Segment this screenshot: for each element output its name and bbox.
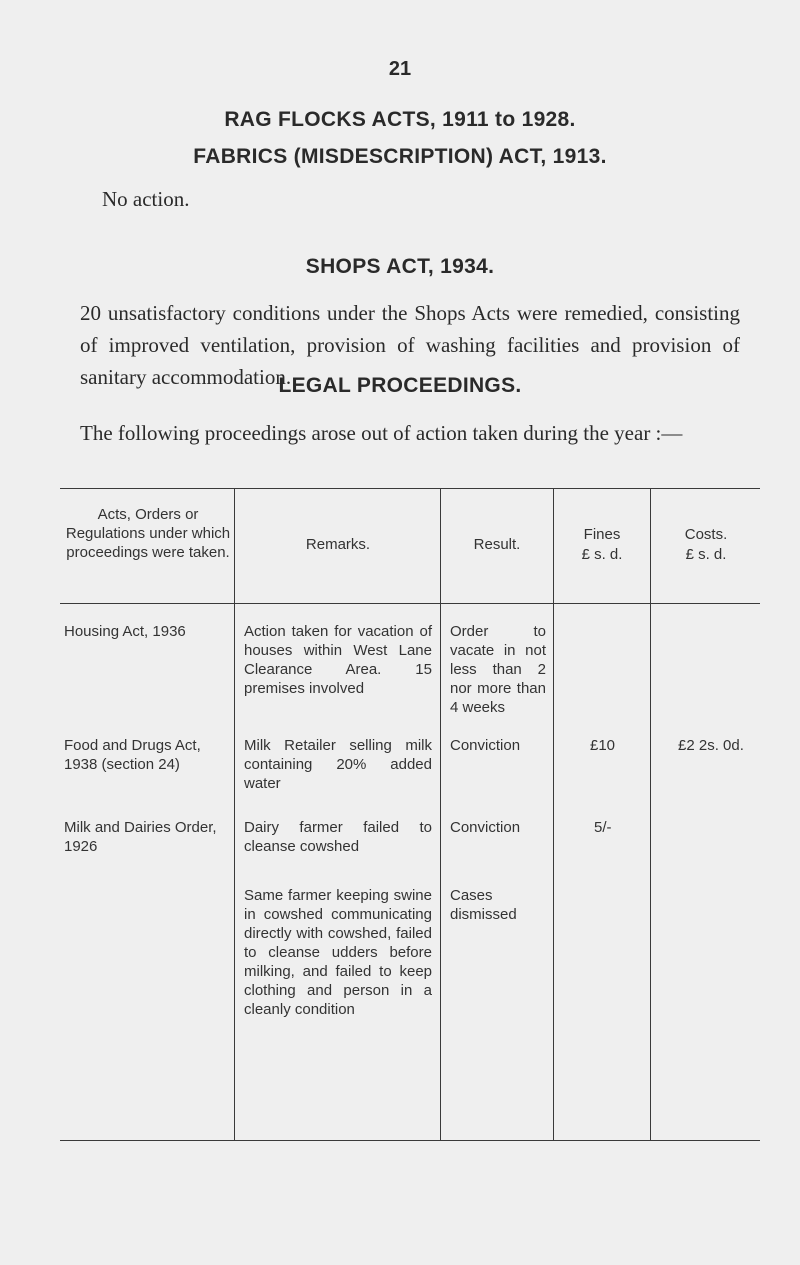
heading-legal-proceedings: LEGAL PROCEEDINGS. — [278, 374, 522, 397]
header-acts: Acts, Orders or Regulations under which proceedings were taken. — [65, 506, 231, 561]
table-row-4-remarks: Same farmer keeping swine in cowshed communicating directly with cowshed, failed to cleanse udders before milking, and failed to keep clothing and person in a cleanly condition — [244, 887, 432, 1018]
shops-paragraph: 20 unsatisfactory conditions under the Shops Acts were remedied, consisting of improved ventilation, provision of washing facilities and provision of sanitary accommodation. — [80, 301, 740, 389]
table-row-3-fines: 5/- — [594, 819, 612, 836]
column-divider — [553, 488, 554, 1140]
header-costs-units: £ s. d. — [685, 546, 727, 563]
table-header-rule — [60, 603, 760, 604]
table-row-2-fines: £10 — [590, 737, 616, 754]
table-row-3-remarks: Dairy farmer failed to cleanse cowshed — [244, 819, 432, 855]
heading-shops: SHOPS ACT, 1934. — [305, 255, 495, 278]
table-row-2-result: Conviction — [450, 737, 521, 754]
table-row-3-act: Milk and Dairies Order, 1926 — [64, 819, 217, 855]
header-remarks: Remarks. — [305, 536, 371, 553]
header-result: Result. — [473, 536, 521, 553]
table-row-1-remarks: Action taken for vacation of houses within West Lane Clearance Area. 15 premises involved — [244, 623, 432, 697]
table-bottom-rule — [60, 1140, 760, 1141]
heading-rag-flocks: RAG FLOCKS ACTS, 1911 to 1928. — [224, 108, 576, 131]
page-number: 21 — [388, 58, 412, 80]
table-row-1-act: Housing Act, 1936 — [64, 623, 186, 640]
table-row-4-result: Cases dismissed — [450, 887, 517, 923]
table-row-2-costs: £2 2s. 0d. — [678, 737, 744, 754]
heading-fabrics: FABRICS (MISDESCRIPTION) ACT, 1913. — [193, 145, 607, 168]
no-action-text: No action. — [102, 187, 190, 211]
legal-intro-paragraph: The following proceedings arose out of action taken during the year :— — [80, 421, 683, 445]
table-top-rule — [60, 488, 760, 489]
table-row-2-act: Food and Drugs Act, 1938 (section 24) — [64, 737, 201, 773]
table-row-2-remarks: Milk Retailer selling milk containing 20% added water — [244, 737, 432, 792]
header-costs: Costs. — [684, 526, 728, 543]
column-divider — [650, 488, 651, 1140]
table-row-3-result: Conviction — [450, 819, 521, 836]
header-fines: Fines — [583, 526, 621, 543]
table-row-1-result: Order to vacate in not less than 2 nor more than 4 weeks — [450, 623, 546, 716]
column-divider — [440, 488, 441, 1140]
column-divider — [234, 488, 235, 1140]
header-fines-units: £ s. d. — [581, 546, 623, 563]
